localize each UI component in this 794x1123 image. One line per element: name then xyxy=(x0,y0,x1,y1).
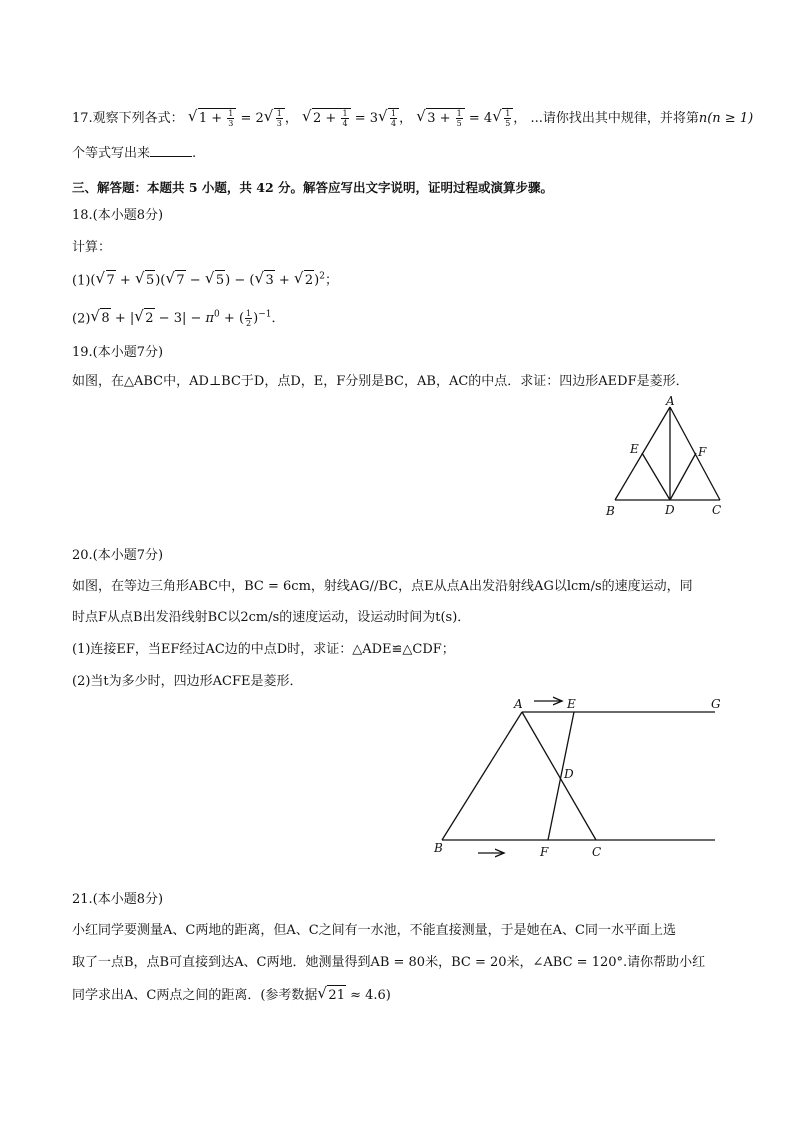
q17-answer-blank[interactable] xyxy=(150,144,192,157)
q20-figure xyxy=(430,692,750,862)
q20-header: 20.(本小题7分) xyxy=(72,548,164,563)
q18-part1 xyxy=(72,267,338,291)
q19-label-b: B xyxy=(606,504,615,518)
q20-side-ab xyxy=(442,712,522,840)
q20-label-f: F xyxy=(540,845,549,859)
section3-title: 三、解答题：本题共 5 小题，共 42 分。解答应写出文字说明，证明过程或演算步骤。 xyxy=(72,180,554,195)
q19-segment-ed xyxy=(642,453,670,500)
q20-line1: 如图，在等边三角形ABC中，BC = 6cm，射线AG//BC，点E从点A出发沿射线AG以lcm/s的速度运动，同 xyxy=(72,579,693,594)
q17-tail: ...请你找出其中规律，并将第 xyxy=(530,111,699,126)
q21-ref-tail: ≈ 4.6) xyxy=(345,988,391,1003)
q20-part2: (2)当t为多少时，四边形ACFE是菱形． xyxy=(72,674,303,689)
q19-label-a: A xyxy=(666,395,675,408)
q17-line1 xyxy=(72,108,753,129)
q20-label-e: E xyxy=(567,697,576,711)
q21-header: 21.(本小题8分) xyxy=(72,892,164,907)
q19-label-f: F xyxy=(698,445,707,459)
q21-line3-text: 同学求出A、C两点之间的距离．(参考数据 xyxy=(72,988,318,1003)
q21-line1: 小红同学要测量A、C两地的距离，但A、C之间有一水池，不能直接测量，于是她在A、C同一水平面上选 xyxy=(72,923,677,938)
q18-intro: 计算： xyxy=(72,240,112,255)
q21-ref-radical xyxy=(318,985,346,1006)
q19-label-e: E xyxy=(630,442,639,456)
q18-part2-expr: √ 8 + |√ $2 - 3| - \pi^0$ + ( $\frac{1}{2}$ )$^{-1}$． xyxy=(90,311,284,326)
q19-text: 如图，在△ABC中，AD⊥BC于D，点D，E，F分别是BC，AB，AC的中点．求证：四边形AEDF是菱形． xyxy=(72,374,689,389)
q20-label-c: C xyxy=(592,845,602,859)
q19-segment-fd xyxy=(670,453,696,500)
q17-formula-1: √ 1 + $\frac{1}{3}$ = 2 √ $\frac{1}{3}$ ， xyxy=(188,111,302,126)
q19-label-d: D xyxy=(665,503,675,517)
q18-part1-label: (1) xyxy=(72,273,91,289)
q21-ref-value: 21 xyxy=(327,985,346,1006)
q18-part2-label: (2) xyxy=(72,311,91,327)
q17-formula-3: √ 3 + $\frac{1}{5}$ = 4 √ $\frac{1}{5}$ ， xyxy=(416,111,530,126)
q17-line2-text: 个等式写出来 xyxy=(72,146,151,161)
q21-line2: 取了一点B，点B可直接到达A、C两地．她测量得到AB = 80米，BC = 20米，∠ABC = 120°.请你帮助小红 xyxy=(72,955,706,970)
q17-line2 xyxy=(72,144,196,164)
q20-label-b: B xyxy=(434,841,443,855)
q18-part2 xyxy=(72,305,284,329)
q17-n-expr: n(n ≥ 1) xyxy=(698,111,754,126)
q20-line2: 时点F从点B出发沿线射BC以2cm/s的速度运动，设运动时间为t(s)． xyxy=(72,610,471,625)
q17-formula-2: √ 2 + $\frac{1}{4}$ = 3 √ $\frac{1}{4}$ ， xyxy=(302,111,416,126)
q20-label-g: G xyxy=(711,697,721,711)
q20-label-d: D xyxy=(564,767,574,781)
q20-side-ac xyxy=(522,712,596,840)
q18-header: 18.(本小题8分) xyxy=(72,208,164,223)
q19-label-c: C xyxy=(712,503,722,517)
q20-part1: (1)连接EF，当EF经过AC边的中点D时，求证：△ADE≌△CDF； xyxy=(72,642,455,657)
q17-end: . xyxy=(192,146,197,161)
q21-line3 xyxy=(72,985,391,1006)
q18-part1-expr: (√ 7 + √ 5)(√ 7 − √ 5) − (√ 3 + √ 2)$^2$； xyxy=(90,273,338,288)
q19-header: 19.(本小题7分) xyxy=(72,345,164,360)
q19-figure xyxy=(600,395,740,525)
q17-prefix: 17.观察下列各式： xyxy=(72,111,184,126)
q20-label-a: A xyxy=(514,697,523,711)
